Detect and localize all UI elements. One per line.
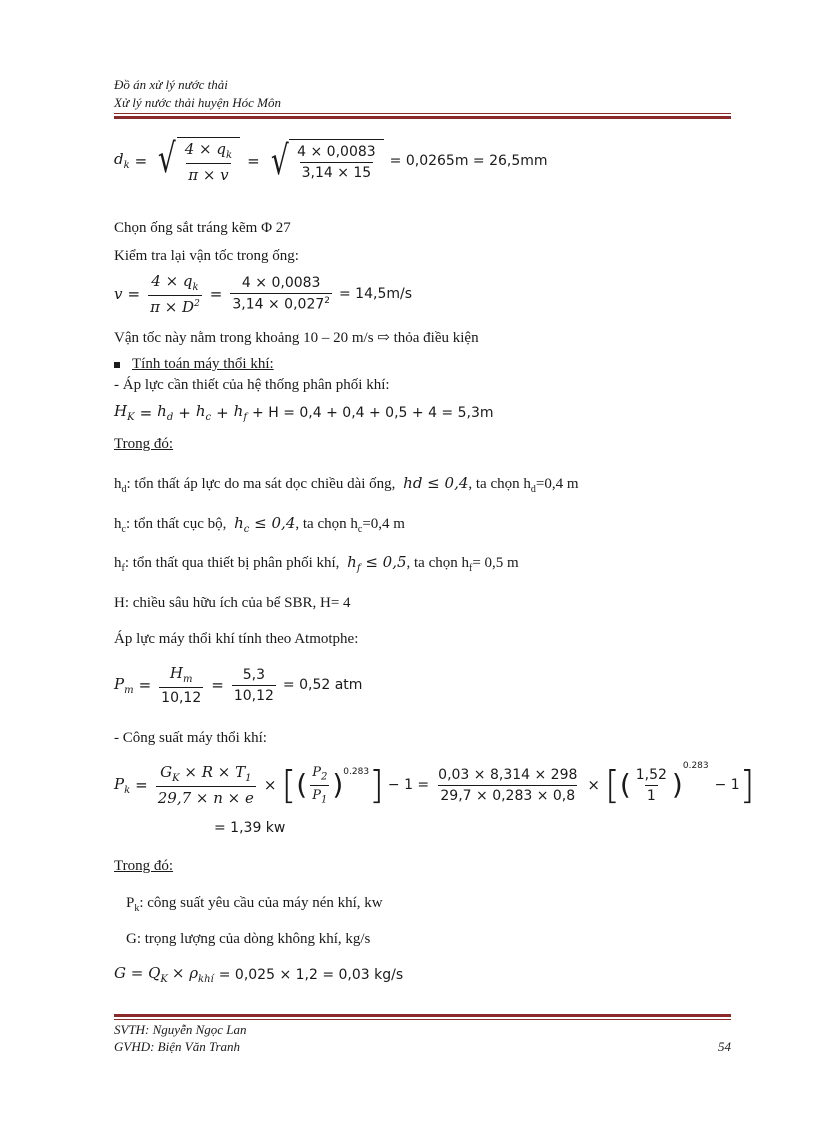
equation-pk-result: = 1,39 kw <box>214 820 286 836</box>
header-subtitle: Xử lý nước thải huyện Hóc Môn <box>114 95 281 110</box>
equation-dk: $d_k$ = √ $\frac{4 \times q_k}{\pi \times v}$ = √ $\frac{4 \times 0,0083}{3,14 \times 15}$ = 0,0265m = 26,5mm <box>114 136 548 184</box>
text-pipe-choice: Chọn ống sắt tráng kẽm Φ 27 <box>114 220 291 236</box>
text-depth-H: H: chiều sâu hữu ích của bể SBR, H= 4 <box>114 595 351 611</box>
line-hc: $h_c$: tổn thất cục bộ, $h_c \le 0,4$, ta chọn $h_c=0,4$ m <box>114 514 405 535</box>
line-pk: $P_k$: công suất yêu cầu của máy nén khí, kw <box>126 895 383 914</box>
line-hf: $h_f$: tổn thất qua thiết bị phân phối khí, $h_f \le 0,5$, ta chọn $h_f= 0,5$ m <box>114 553 519 574</box>
section-blower: Tính toán máy thổi khí: <box>114 356 274 373</box>
header-title: Đồ án xử lý nước thải <box>114 77 228 92</box>
text-where-1: Trong đó: <box>114 436 174 452</box>
equation-hk: $H_K$ = $h_d$ + $h_c$ + $h_f$ + H = 0,4 + 0,4 + 0,5 + 4 = 5,3m <box>114 402 494 423</box>
bullet-square-icon <box>114 362 120 368</box>
equation-pk: $P_k$ = $\frac{G_K \times R \times T_1}{29,7 \times n \times e}$ × [ ( $\frac{P_2}{P_1}$ ) $^{0.283}$ ] − 1 = $\frac{0,03 \times 8,314 \times 298}{29,7 \times 0,283 \times 0,8}$ × [ ( $\frac{1,52}{1}$ ) $^{0.283}$ − 1 ] <box>114 761 755 807</box>
page-number: 54 <box>718 1039 731 1054</box>
text-blower-power: - Công suất máy thổi khí: <box>114 730 267 746</box>
footer-rule-thick <box>114 1014 731 1017</box>
footer-advisor: GVHD: Biện Văn Tranh <box>114 1039 241 1054</box>
line-g: G: trọng lượng của dòng không khí, kg/s <box>126 931 371 947</box>
text-velocity-range: Vận tốc này nằm trong khoảng 10 – 20 m/s ⇨ thỏa điều kiện <box>114 330 479 346</box>
equation-velocity: v = $\frac{4 \times q_k}{\pi \times D^2}$ = $\frac{4 \times 0,0083}{3,14 \times 0,027^2}$ = 14,5m/s <box>114 272 413 316</box>
equation-pm: $P_m$ = $\frac{H_m}{10,12}$ = $\frac{5,3}{10,12}$ = 0,52 atm <box>114 664 363 706</box>
header-rule-thick <box>114 116 731 119</box>
footer-rule-thin <box>114 1019 731 1020</box>
footer-student: SVTH: Nguyễn Ngọc Lan <box>114 1022 247 1037</box>
text-where-2: Trong đó: <box>114 858 174 874</box>
text-velocity-check: Kiểm tra lại vận tốc trong ống: <box>114 248 299 264</box>
line-hd: $h_d$: tổn thất áp lực do ma sát dọc chiều dài ống, hd ≤ 0,4, ta chọn $h_d=0,4$ m <box>114 474 579 495</box>
text-atmosphere: Áp lực máy thổi khí tính theo Atmotphe: <box>114 631 359 647</box>
equation-g: $G = Q_K$ × $\rho_{khí}$ = 0,025 × 1,2 = 0,03 kg/s <box>114 964 404 985</box>
header-rule-thin <box>114 113 731 114</box>
text-pressure-required: - Áp lực cần thiết của hệ thống phân phối khí: <box>114 377 390 393</box>
